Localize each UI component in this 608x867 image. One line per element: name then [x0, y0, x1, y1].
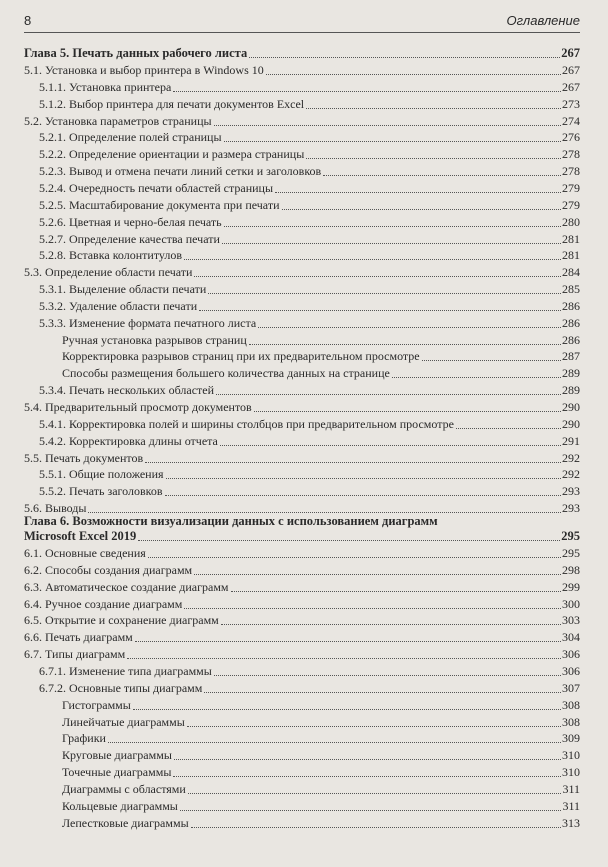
toc-entry: [0, 196, 608, 213]
toc-entry-label: 5.6. Выводы: [24, 501, 87, 516]
toc-entry-label: 5.2.4. Очередность печати областей страницы: [39, 180, 274, 195]
toc-chapter-title: Глава 5. Печать данных рабочего листа: [24, 46, 248, 60]
toc-entry: [0, 314, 608, 331]
toc-entry: [0, 449, 608, 466]
leader-dots: [191, 827, 561, 828]
toc-entry-label: Кольцевые диаграммы: [62, 798, 178, 813]
toc-entry-label: 5.2.2. Определение ориентации и размера страницы: [39, 147, 305, 162]
toc-entry-label: 5.2.3. Вывод и отмена печати линий сетки и заголовков: [39, 164, 322, 179]
toc-page-number: 310: [562, 765, 580, 780]
toc-entry-label: Ручная установка разрывов страниц: [62, 332, 247, 347]
toc-entry-label: 5.4.1. Корректировка полей и ширины столбцов при предварительном просмотре: [39, 416, 454, 431]
toc-page-number: 289: [562, 383, 580, 398]
toc-entry-label: 5.1.2. Выбор принтера для печати документов Excel: [39, 96, 305, 111]
toc-entry-label: Точечные диаграммы: [62, 765, 172, 780]
toc-entry: [0, 595, 608, 612]
leader-dots: [165, 495, 561, 496]
toc-page-number: 278: [562, 164, 580, 179]
toc-entry: [0, 611, 608, 628]
leader-dots: [187, 726, 561, 727]
toc-page-number: 311: [562, 781, 580, 796]
toc-page-number: 273: [562, 96, 580, 111]
toc-entry: [0, 628, 608, 645]
toc-page-number: 304: [562, 630, 580, 645]
leader-dots: [231, 591, 561, 592]
toc-entry: [0, 729, 608, 746]
toc-entry: [0, 331, 608, 348]
toc-entry-label: 6.7. Типы диаграмм: [24, 647, 126, 662]
leader-dots: [173, 776, 561, 777]
toc-entry: [0, 578, 608, 595]
toc-page-number: 310: [562, 748, 580, 763]
toc-entry: [0, 230, 608, 247]
toc-entry-label: 5.1. Установка и выбор принтера в Windows 10: [24, 63, 264, 77]
toc-entry: [0, 645, 608, 662]
toc-chapter-6-title-line1: Глава 6. Возможности визуализации данных с использованием диаграмм: [24, 514, 438, 528]
toc-entry: [0, 145, 608, 162]
leader-dots: [224, 226, 561, 227]
leader-dots: [133, 709, 561, 710]
leader-dots: [138, 540, 560, 541]
toc-entry-label: Графики: [62, 731, 106, 746]
toc-entry: [0, 213, 608, 230]
toc-entry: [0, 561, 608, 578]
toc-entry: [0, 179, 608, 196]
toc-page-number: 267: [562, 79, 580, 94]
toc-page-number: 293: [562, 501, 580, 516]
leader-dots: [456, 428, 561, 429]
leader-dots: [135, 641, 561, 642]
toc-page-number: 276: [562, 130, 580, 145]
toc-page-number: 295: [561, 529, 580, 543]
leader-dots: [266, 74, 561, 75]
toc-entry-label: 5.2.8. Вставка колонтитулов: [39, 248, 183, 263]
toc-page-number: 290: [562, 416, 580, 431]
toc-entry-label: 5.1.1. Установка принтера: [39, 79, 172, 94]
toc-entry-label: Способы размещения большего количества данных на странице: [62, 366, 390, 381]
toc-page-number: 295: [562, 546, 580, 560]
toc-entry: [0, 432, 608, 449]
toc-entry-label: 5.5. Печать документов: [24, 450, 144, 465]
toc-entry-label: Лепестковые диаграммы: [62, 815, 189, 830]
toc-page-number: 308: [562, 697, 580, 712]
toc-entry: [0, 465, 608, 482]
toc-chapter-6: [0, 527, 608, 544]
leader-dots: [208, 293, 561, 294]
toc-entry: [0, 544, 608, 561]
toc-entry: [0, 797, 608, 814]
toc-page-number: 284: [562, 265, 580, 280]
toc-entry-label: 5.3.4. Печать нескольких областей: [39, 383, 215, 398]
toc-entry-label: Круговые диаграммы: [62, 748, 172, 763]
toc-page-number: 292: [562, 467, 580, 482]
toc-page-number: 278: [562, 147, 580, 162]
leader-dots: [306, 158, 561, 159]
leader-dots: [249, 344, 561, 345]
toc-entry-label: 5.5.1. Общие положения: [39, 467, 164, 482]
toc-page-number: 267: [561, 46, 580, 60]
leader-dots: [323, 175, 561, 176]
toc-entry-label: 6.6. Печать диаграмм: [24, 630, 133, 645]
leader-dots: [173, 91, 561, 92]
leader-dots: [422, 360, 561, 361]
toc-page-number: 267: [562, 63, 580, 77]
toc-page-number: 303: [562, 613, 580, 628]
toc-entry: [0, 246, 608, 263]
toc-page-number: 293: [562, 484, 580, 499]
leader-dots: [184, 259, 561, 260]
toc-page-number: 281: [562, 231, 580, 246]
leader-dots: [306, 108, 561, 109]
leader-dots: [145, 462, 561, 463]
toc-page-number: 279: [562, 180, 580, 195]
toc-entry: [0, 61, 608, 78]
toc-entry: [0, 381, 608, 398]
toc-entry-label: 5.2.6. Цветная и черно-белая печать: [39, 214, 222, 229]
toc-entry-label: Линейчатые диаграммы: [62, 714, 185, 729]
toc-page-number: 287: [562, 349, 580, 364]
leader-dots: [148, 557, 561, 558]
toc-entry: [0, 112, 608, 129]
leader-dots: [204, 692, 561, 693]
toc-entry: [0, 415, 608, 432]
toc-entry: [0, 297, 608, 314]
toc-entry-label: 6.2. Способы создания диаграмм: [24, 562, 193, 577]
toc-entry-label: 5.3.1. Выделение области печати: [39, 282, 207, 297]
leader-dots: [258, 327, 561, 328]
toc-page-number: 292: [562, 450, 580, 465]
toc-entry-label: 5.2.1. Определение полей страницы: [39, 130, 222, 145]
toc-entry: [0, 662, 608, 679]
running-title: Оглавление: [506, 13, 580, 28]
toc-chapter-5: [0, 44, 608, 61]
toc-entry-label: 5.4. Предварительный просмотр документов: [24, 400, 252, 414]
toc-entry: [0, 78, 608, 95]
toc-entry-label: 6.5. Открытие и сохранение диаграмм: [24, 613, 219, 628]
toc-entry: [0, 679, 608, 696]
leader-dots: [188, 793, 562, 794]
page-header: [24, 10, 580, 33]
leader-dots: [392, 377, 561, 378]
toc-page-number: 286: [562, 332, 580, 347]
toc-page-number: 285: [562, 282, 580, 297]
toc-entry-label: 5.3. Определение области печати: [24, 265, 193, 280]
toc-page-number: 299: [562, 579, 580, 594]
toc-entry-label: Гистограммы: [62, 697, 131, 712]
leader-dots: [174, 759, 561, 760]
toc-page-number: 279: [562, 197, 580, 212]
toc-entry-label: 5.2. Установка параметров страницы: [24, 113, 212, 128]
toc-entry: [0, 280, 608, 297]
leader-dots: [166, 478, 561, 479]
toc-page-number: 309: [562, 731, 580, 746]
toc-entry: [0, 696, 608, 713]
toc-page-number: 281: [562, 248, 580, 263]
toc-page-number: 280: [562, 214, 580, 229]
leader-dots: [180, 810, 562, 811]
leader-dots: [127, 658, 561, 659]
leader-dots: [221, 624, 561, 625]
toc-page-number: 311: [562, 798, 580, 813]
leader-dots: [224, 141, 561, 142]
toc-page-number: 307: [562, 680, 580, 695]
leader-dots: [88, 512, 561, 513]
toc-page-number: 300: [562, 596, 580, 611]
leader-dots: [199, 310, 561, 311]
toc-entry-label: 6.3. Автоматическое создание диаграмм: [24, 579, 229, 594]
leader-dots: [108, 742, 561, 743]
toc-entry-label: 5.3.3. Изменение формата печатного листа: [39, 315, 257, 330]
toc-entry-label: 6.7.1. Изменение типа диаграммы: [39, 663, 212, 678]
toc-entry: [0, 763, 608, 780]
toc-entry: [0, 263, 608, 280]
leader-dots: [194, 574, 561, 575]
toc-entry-label: 5.2.7. Определение качества печати: [39, 231, 220, 246]
toc-page-number: 308: [562, 714, 580, 729]
toc-page-number: 306: [562, 647, 580, 662]
toc-entry: [0, 398, 608, 415]
toc-entry: [0, 364, 608, 381]
toc-entry: [0, 713, 608, 730]
toc-entry: [0, 128, 608, 145]
toc-entry: [0, 780, 608, 797]
toc-entry: [0, 95, 608, 112]
toc-entry: [0, 746, 608, 763]
toc-page-number: 298: [562, 562, 580, 577]
toc-entry-label: 5.5.2. Печать заголовков: [39, 484, 163, 499]
toc-entry-label: 5.3.2. Удаление области печати: [39, 298, 198, 313]
toc-entry: [0, 814, 608, 831]
leader-dots: [214, 675, 561, 676]
toc-page-number: 290: [562, 400, 580, 414]
toc-page-number: 313: [562, 815, 580, 830]
leader-dots: [282, 209, 562, 210]
toc-entry-label: 6.1. Основные сведения: [24, 546, 146, 560]
leader-dots: [249, 57, 560, 58]
toc-page-number: 286: [562, 315, 580, 330]
toc-page-number: 306: [562, 663, 580, 678]
toc-entry-label: Диаграммы с областями: [62, 781, 186, 796]
toc-page-number: 286: [562, 298, 580, 313]
leader-dots: [254, 411, 561, 412]
toc-entry-label: 6.4. Ручное создание диаграмм: [24, 596, 183, 611]
toc-entry-label: 5.4.2. Корректировка длины отчета: [39, 433, 218, 448]
page-number: 8: [24, 13, 32, 28]
leader-dots: [216, 394, 561, 395]
toc-entry-label: 5.2.5. Масштабирование документа при печати: [39, 197, 280, 212]
toc-entry-label: 6.7.2. Основные типы диаграмм: [39, 680, 203, 695]
leader-dots: [214, 125, 561, 126]
leader-dots: [222, 243, 561, 244]
toc-page-number: 274: [562, 113, 580, 128]
leader-dots: [220, 445, 561, 446]
toc-entry-label: Корректировка разрывов страниц при их предварительном просмотре: [62, 349, 420, 364]
toc-chapter-title: Microsoft Excel 2019: [24, 529, 137, 543]
toc-entry: [0, 482, 608, 499]
leader-dots: [275, 192, 561, 193]
toc-page-number: 291: [562, 433, 580, 448]
toc-entry: [0, 162, 608, 179]
toc-entry: [0, 347, 608, 364]
toc-page-number: 289: [562, 366, 580, 381]
leader-dots: [194, 276, 561, 277]
leader-dots: [184, 608, 561, 609]
